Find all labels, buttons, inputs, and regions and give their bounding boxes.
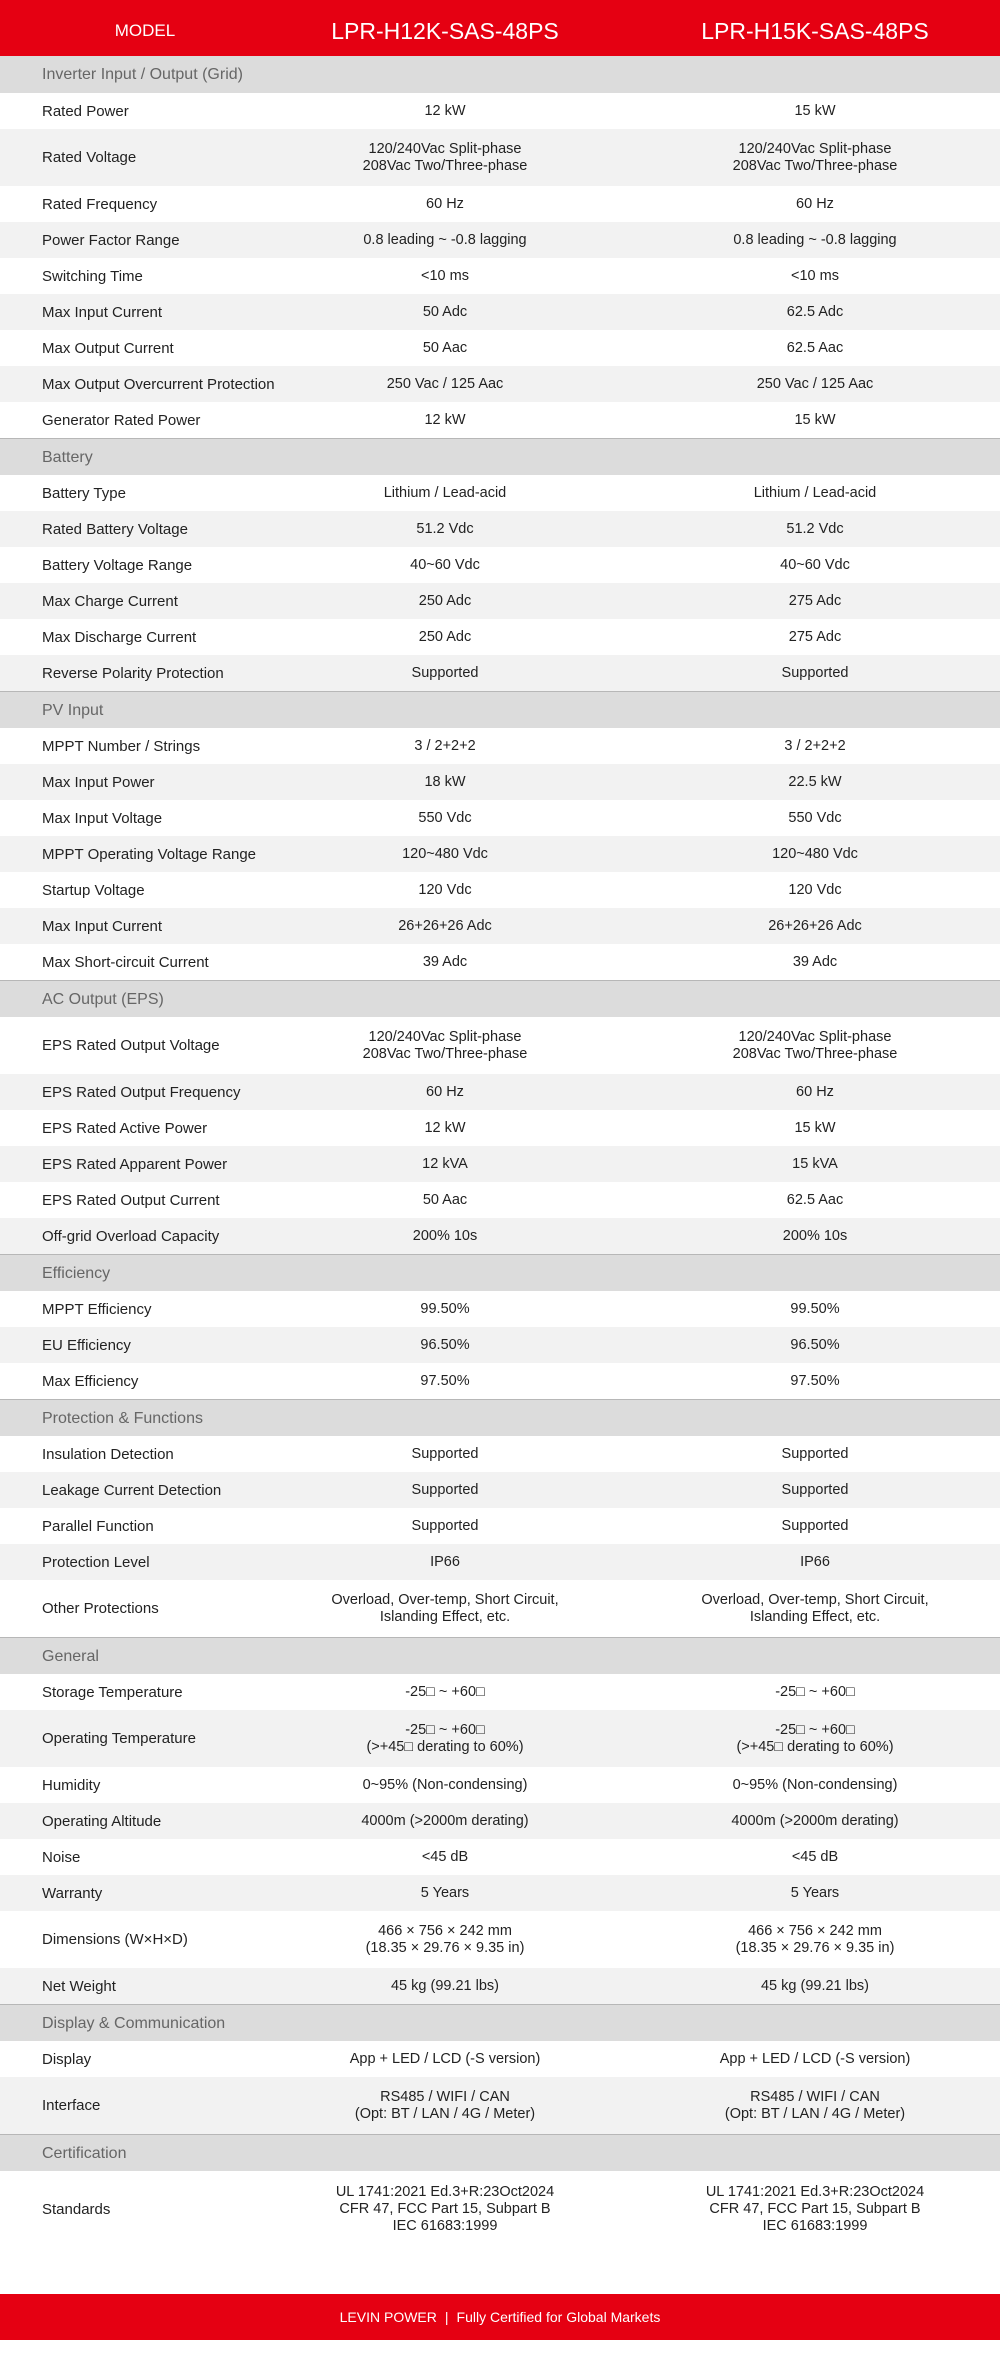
spec-value-model-b: 3 / 2+2+2 [784,737,846,754]
spec-value-model-b: 275 Adc [788,592,842,609]
spec-value-model-a: 0.8 leading ~ -0.8 lagging [363,231,527,248]
spec-label: Net Weight [42,1977,116,1995]
spec-value-model-a: 18 kW [424,773,466,790]
spec-row [0,2171,1000,2248]
spec-label: Battery Type [42,484,126,502]
section-header: Battery [0,438,1000,475]
spec-label: Insulation Detection [42,1445,174,1463]
section-header: Protection & Functions [0,1399,1000,1436]
spec-value-model-a: 60 Hz [426,195,464,212]
spec-value-model-b: 120/240Vac Split-phase 208Vac Two/Three-phase [732,140,898,174]
spec-label: Off-grid Overload Capacity [42,1227,220,1245]
spec-row [0,93,1000,129]
spec-row [0,1839,1000,1875]
spec-label: Max Discharge Current [42,628,197,646]
spec-label: MPPT Number / Strings [42,737,201,755]
spec-row [0,619,1000,655]
footer-brand: LEVIN POWER [339,2309,437,2325]
spec-label: Rated Voltage [42,149,137,166]
spec-label: Generator Rated Power [42,411,201,429]
spec-row [0,1580,1000,1637]
section-header: Certification [0,2134,1000,2171]
spec-label: Battery Voltage Range [42,556,193,574]
spec-value-model-b: 97.50% [790,1372,840,1389]
footer-separator: | [444,2309,449,2325]
spec-row [0,330,1000,366]
spec-row [0,944,1000,980]
spec-value-model-b: 15 kW [794,102,836,119]
spec-row [0,1911,1000,1968]
spec-row [0,728,1000,764]
spec-label: Noise [42,1848,81,1866]
model-column-label: MODEL [114,21,176,40]
spec-row [0,1803,1000,1839]
section-header: AC Output (EPS) [0,980,1000,1017]
spec-label: Operating Altitude [42,1812,162,1830]
spec-row [0,402,1000,438]
spec-value-model-b: 0.8 leading ~ -0.8 lagging [733,231,897,248]
spec-label: Max Input Power [42,773,155,791]
spec-row [0,1436,1000,1472]
spec-value-model-b: 60 Hz [796,195,834,212]
spec-row [0,800,1000,836]
spec-value-model-b: IP66 [800,1553,830,1570]
spec-row [0,1146,1000,1182]
spec-label: Storage Temperature [42,1683,183,1701]
spec-label: EPS Rated Output Frequency [42,1083,241,1101]
spec-value-model-a: 39 Adc [422,953,468,970]
spec-value-model-a: 60 Hz [426,1083,464,1100]
spec-value-model-b: 15 kW [794,411,836,428]
spec-label: Max Efficiency [42,1372,139,1390]
spec-value-model-b: 250 Vac / 125 Aac [756,375,874,392]
spec-label: Rated Frequency [42,195,158,213]
spec-value-model-a: 250 Vac / 125 Aac [386,375,504,392]
spec-value-model-b: 45 kg (99.21 lbs) [760,1977,869,1994]
spec-value-model-a: -25□ ~ +60□ [405,1683,485,1700]
spec-value-model-a: 200% 10s [412,1227,478,1244]
spec-row [0,1327,1000,1363]
spec-row [0,1544,1000,1580]
spec-row [0,1218,1000,1254]
spec-row [0,258,1000,294]
spec-value-model-a: 50 Aac [422,1191,468,1208]
spec-value-model-a: 12 kVA [422,1155,468,1172]
section-header: Efficiency [0,1254,1000,1291]
spec-row [0,1968,1000,2004]
spec-label: EPS Rated Output Current [42,1191,220,1209]
spec-value-model-a: 50 Adc [422,303,468,320]
spec-value-model-a: App + LED / LCD (-S version) [349,2050,541,2067]
spec-value-model-a: 466 × 756 × 242 mm (18.35 × 29.76 × 9.35 in) [365,1922,525,1956]
spec-row [0,294,1000,330]
spec-row [0,836,1000,872]
spec-value-model-b: <10 ms [791,267,839,284]
spec-value-model-a: Supported [411,1481,479,1498]
footer-banner [0,2294,1000,2340]
spec-row [0,511,1000,547]
spec-label: EU Efficiency [42,1336,131,1354]
spec-value-model-b: 26+26+26 Adc [768,917,862,934]
spec-row [0,1710,1000,1767]
spec-value-model-a: <10 ms [421,267,469,284]
spec-label: EPS Rated Apparent Power [42,1155,228,1173]
spec-value-model-a: 26+26+26 Adc [398,917,492,934]
spec-value-model-a: <45 dB [421,1848,469,1865]
spec-value-model-b: 62.5 Adc [786,303,844,320]
spec-value-model-a: 0~95% (Non-condensing) [362,1776,528,1793]
spec-row [0,1363,1000,1399]
spec-label: Startup Voltage [42,881,145,899]
spec-value-model-a: 120 Vdc [418,881,472,898]
spec-value-model-b: RS485 / WIFI / CAN (Opt: BT / LAN / 4G / Meter) [724,2088,906,2122]
spec-label: Protection Level [42,1553,150,1571]
spec-row [0,1508,1000,1544]
spec-value-model-b: 200% 10s [782,1227,848,1244]
spec-label: Power Factor Range [42,231,180,249]
spec-row [0,1674,1000,1710]
spec-row [0,764,1000,800]
spec-value-model-a: Lithium / Lead-acid [383,484,507,501]
spec-label: Dimensions (W×H×D) [42,1931,188,1948]
spec-value-model-b: 40~60 Vdc [780,556,850,573]
spec-value-model-b: 120 Vdc [788,881,842,898]
spec-row [0,908,1000,944]
spec-row [0,872,1000,908]
section-header: Display & Communication [0,2004,1000,2041]
spec-label: MPPT Operating Voltage Range [42,845,257,863]
spec-value-model-b: Supported [781,664,849,681]
spec-value-model-b: 4000m (>2000m derating) [731,1812,899,1829]
spec-value-model-a: 3 / 2+2+2 [414,737,476,754]
spec-row [0,1767,1000,1803]
footer-tagline: Fully Certified for Global Markets [456,2309,661,2325]
spec-row [0,1074,1000,1110]
spec-row [0,547,1000,583]
spec-value-model-b: 96.50% [790,1336,840,1353]
spec-row [0,186,1000,222]
spec-value-model-b: 275 Adc [788,628,842,645]
spec-label: Operating Temperature [42,1730,196,1747]
spec-row [0,2077,1000,2134]
spec-value-model-b: 62.5 Aac [786,1191,844,1208]
spec-label: Max Output Current [42,339,174,357]
spec-label: Rated Power [42,102,129,120]
spec-value-model-b: -25□ ~ +60□ (>+45□ derating to 60%) [736,1721,894,1755]
spec-label: Max Input Voltage [42,809,163,827]
spec-label: Max Output Overcurrent Protection [42,375,275,393]
spec-value-model-b: Supported [781,1481,849,1498]
spec-value-model-b: 22.5 kW [788,773,842,790]
spec-value-model-a: 120/240Vac Split-phase 208Vac Two/Three-phase [362,1028,528,1062]
spec-value-model-a: 40~60 Vdc [410,556,480,573]
spec-label: Other Protections [42,1600,159,1617]
model-b-name: LPR-H15K-SAS-48PS [701,18,929,44]
spec-value-model-a: Supported [411,1517,479,1534]
spec-value-model-b: 39 Adc [792,953,838,970]
spec-value-model-b: 550 Vdc [788,809,842,826]
spec-label: Parallel Function [42,1517,154,1535]
spec-row [0,475,1000,511]
spec-value-model-b: 0~95% (Non-condensing) [732,1776,898,1793]
spec-row [0,1875,1000,1911]
spec-label: MPPT Efficiency [42,1300,152,1318]
spec-value-model-b: 51.2 Vdc [786,520,844,537]
spec-value-model-b: 99.50% [790,1300,840,1317]
spec-row [0,1110,1000,1146]
section-header: General [0,1637,1000,1674]
spec-label: Display [42,2050,92,2068]
spec-value-model-a: 5 Years [420,1884,470,1901]
spec-value-model-a: 12 kW [424,411,466,428]
spec-row [0,222,1000,258]
spec-value-model-a: 97.50% [420,1372,470,1389]
spec-value-model-b: 60 Hz [796,1083,834,1100]
spec-row [0,129,1000,186]
spec-row [0,1291,1000,1327]
spec-row [0,655,1000,691]
spec-label: Max Short-circuit Current [42,953,209,971]
spec-value-model-a: 99.50% [420,1300,470,1317]
spec-label: Humidity [42,1776,101,1794]
spec-row [0,1472,1000,1508]
spec-label: Max Input Current [42,303,163,321]
spec-value-model-a: 96.50% [420,1336,470,1353]
spec-value-model-a: 250 Adc [418,628,472,645]
spec-label: Leakage Current Detection [42,1481,222,1499]
spec-value-model-b: -25□ ~ +60□ [775,1683,855,1700]
spec-value-model-b: 15 kW [794,1119,836,1136]
section-header: PV Input [0,691,1000,728]
spec-value-model-a: 45 kg (99.21 lbs) [390,1977,499,1994]
spec-value-model-a: 12 kW [424,102,466,119]
spec-value-model-b: UL 1741:2021 Ed.3+R:23Oct2024 CFR 47, FCC Part 15, Subpart B IEC 61683:1999 [705,2184,925,2234]
spec-value-model-a: IP66 [430,1553,460,1570]
spec-table-header [0,0,1000,56]
section-header: Inverter Input / Output (Grid) [0,56,1000,93]
spec-value-model-a: 50 Aac [422,339,468,356]
spec-value-model-a: Supported [411,664,479,681]
spec-value-model-a: 120~480 Vdc [402,845,488,862]
spec-value-model-a: -25□ ~ +60□ (>+45□ derating to 60%) [366,1721,524,1755]
spec-value-model-b: 15 kVA [792,1155,838,1172]
spec-value-model-b: <45 dB [791,1848,839,1865]
spec-value-model-b: Supported [781,1517,849,1534]
spec-value-model-b: Lithium / Lead-acid [753,484,877,501]
model-a-name: LPR-H12K-SAS-48PS [331,18,559,44]
spec-table-body [0,56,1000,2266]
spec-value-model-b: 62.5 Aac [786,339,844,356]
spec-label: Rated Battery Voltage [42,520,188,538]
spec-row [0,583,1000,619]
spec-value-model-a: Overload, Over-temp, Short Circuit, Islanding Effect, etc. [331,1591,559,1625]
spec-row [0,366,1000,402]
spec-value-model-a: 4000m (>2000m derating) [361,1812,529,1829]
spec-label: Max Charge Current [42,592,178,610]
spec-label: Warranty [42,1884,103,1902]
spec-value-model-b: 120/240Vac Split-phase 208Vac Two/Three-phase [732,1028,898,1062]
spec-value-model-b: 120~480 Vdc [772,845,858,862]
spec-value-model-a: 120/240Vac Split-phase 208Vac Two/Three-phase [362,140,528,174]
spec-row [0,2041,1000,2077]
spec-label: Interface [42,2097,101,2114]
spec-value-model-a: 550 Vdc [418,809,472,826]
spec-label: Reverse Polarity Protection [42,664,224,682]
spec-label: Standards [42,2201,111,2218]
spec-label: Max Input Current [42,917,163,935]
spec-value-model-b: App + LED / LCD (-S version) [719,2050,911,2067]
footer-spacer [0,2266,1000,2294]
spec-label: EPS Rated Output Voltage [42,1037,220,1054]
spec-label: Switching Time [42,267,143,285]
spec-value-model-b: Overload, Over-temp, Short Circuit, Islanding Effect, etc. [701,1591,929,1625]
spec-value-model-a: UL 1741:2021 Ed.3+R:23Oct2024 CFR 47, FCC Part 15, Subpart B IEC 61683:1999 [335,2184,555,2234]
spec-label: EPS Rated Active Power [42,1119,208,1137]
spec-row [0,1182,1000,1218]
spec-value-model-b: 5 Years [790,1884,840,1901]
spec-row [0,1017,1000,1074]
spec-value-model-a: Supported [411,1445,479,1462]
spec-value-model-a: RS485 / WIFI / CAN (Opt: BT / LAN / 4G / Meter) [354,2088,536,2122]
spec-value-model-a: 250 Adc [418,592,472,609]
spec-value-model-b: Supported [781,1445,849,1462]
spec-value-model-a: 51.2 Vdc [416,520,474,537]
spec-value-model-a: 12 kW [424,1119,466,1136]
spec-value-model-b: 466 × 756 × 242 mm (18.35 × 29.76 × 9.35 in) [735,1922,895,1956]
